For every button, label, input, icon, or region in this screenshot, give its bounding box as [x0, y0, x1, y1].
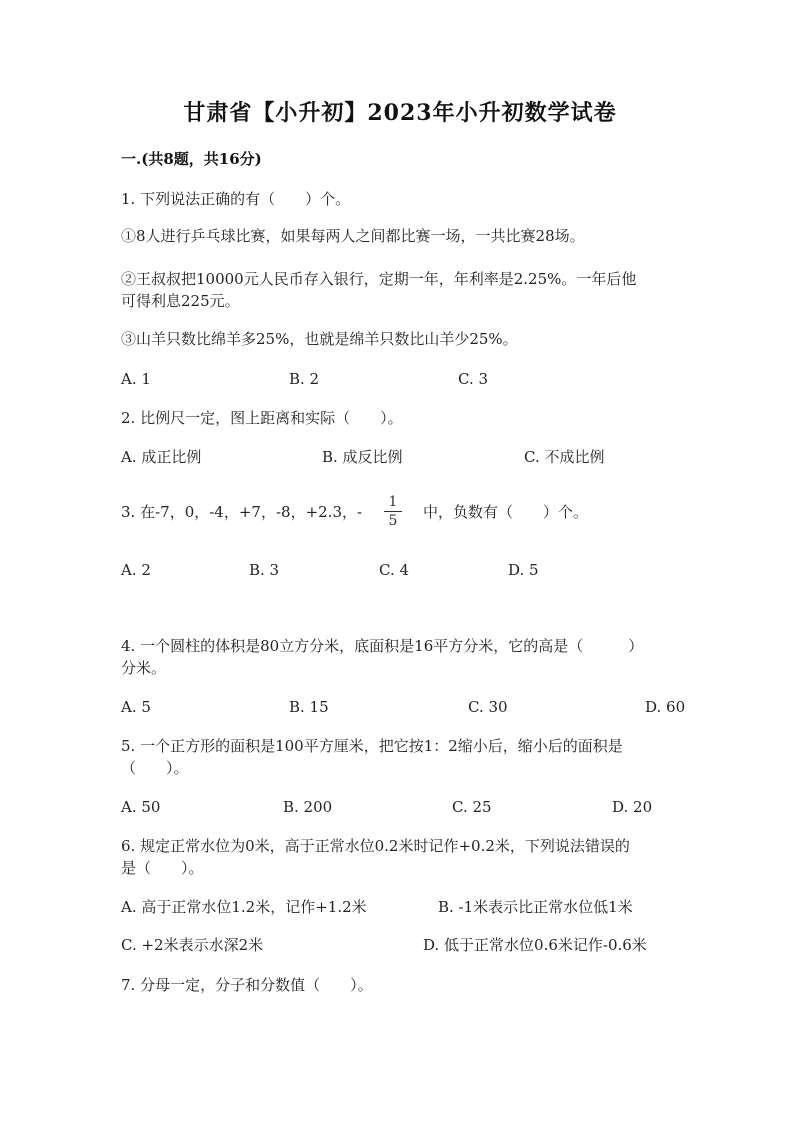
question-4-option-c: C. 30	[468, 698, 508, 716]
question-1-statement-1: ①8人进行乒乓球比赛，如果每两人之间都比赛一场，一共比赛28场。	[121, 227, 585, 245]
question-2-stem: 2. 比例尺一定，图上距离和实际（ ）。	[121, 409, 403, 427]
fraction-numerator: 1	[388, 494, 398, 510]
question-3-option-b: B. 3	[249, 561, 280, 579]
question-5-option-d: D. 20	[612, 798, 653, 816]
question-1-statement-3: ③山羊只数比绵羊多25%，也就是绵羊只数比山羊少25%。	[121, 330, 518, 348]
question-4-stem-line-1: 4. 一个圆柱的体积是80立方分米，底面积是16平方分米，它的高是（ ）	[121, 637, 644, 655]
question-7-stem: 7. 分母一定，分子和分数值（ ）。	[121, 976, 373, 994]
question-1-statement-2: ②王叔叔把10000元人民币存入银行，定期一年，年利率是2.25%。一年后他	[121, 270, 637, 288]
section-header: 一.(共8题，共16分)	[121, 150, 262, 168]
question-2-option-b: B. 成反比例	[322, 448, 403, 466]
question-6-option-c: C. +2米表示水深2米	[121, 936, 264, 954]
question-3-stem-after: 中，负数有（ ）个。	[423, 503, 589, 521]
exam-title: 甘肃省【小升初】2023年小升初数学试卷	[183, 100, 617, 126]
question-1-option-a: A. 1	[121, 370, 151, 388]
question-3-stem-before: 3. 在-7，0，-4，+7，-8，+2.3，-	[121, 503, 363, 521]
question-6-option-b: B. -1米表示比正常水位低1米	[438, 898, 633, 916]
question-6-option-a: A. 高于正常水位1.2米，记作+1.2米	[121, 898, 367, 916]
question-1-option-b: B. 2	[289, 370, 320, 388]
question-5-stem-line-2: （ ）。	[121, 759, 189, 777]
question-3-option-a: A. 2	[121, 561, 151, 579]
question-3-option-c: C. 4	[379, 561, 410, 579]
question-4-option-d: D. 60	[645, 698, 686, 716]
question-6-stem-line-2: 是（ ）。	[121, 859, 204, 877]
question-5-option-b: B. 200	[283, 798, 333, 816]
fraction-denominator: 5	[388, 513, 398, 529]
question-5-option-a: A. 50	[121, 798, 161, 816]
question-4-option-b: B. 15	[289, 698, 329, 716]
question-5-stem-line-1: 5. 一个正方形的面积是100平方厘米，把它按1：2缩小后，缩小后的面积是	[121, 737, 623, 755]
question-3-fraction	[384, 494, 402, 529]
question-2-option-a: A. 成正比例	[121, 448, 202, 466]
question-1-stem: 1. 下列说法正确的有（ ）个。	[121, 190, 351, 208]
question-4-option-a: A. 5	[121, 698, 151, 716]
question-5-option-c: C. 25	[452, 798, 492, 816]
fraction-bar	[384, 511, 402, 512]
question-4-stem-line-2: 分米。	[121, 659, 167, 677]
question-2-option-c: C. 不成比例	[524, 448, 605, 466]
question-1-option-c: C. 3	[458, 370, 489, 388]
question-6-option-d: D. 低于正常水位0.6米记作-0.6米	[423, 936, 647, 954]
question-1-statement-2-cont: 可得利息225元。	[121, 292, 240, 310]
question-3-option-d: D. 5	[508, 561, 539, 579]
question-6-stem-line-1: 6. 规定正常水位为0米，高于正常水位0.2米时记作+0.2米，下列说法错误的	[121, 837, 630, 855]
